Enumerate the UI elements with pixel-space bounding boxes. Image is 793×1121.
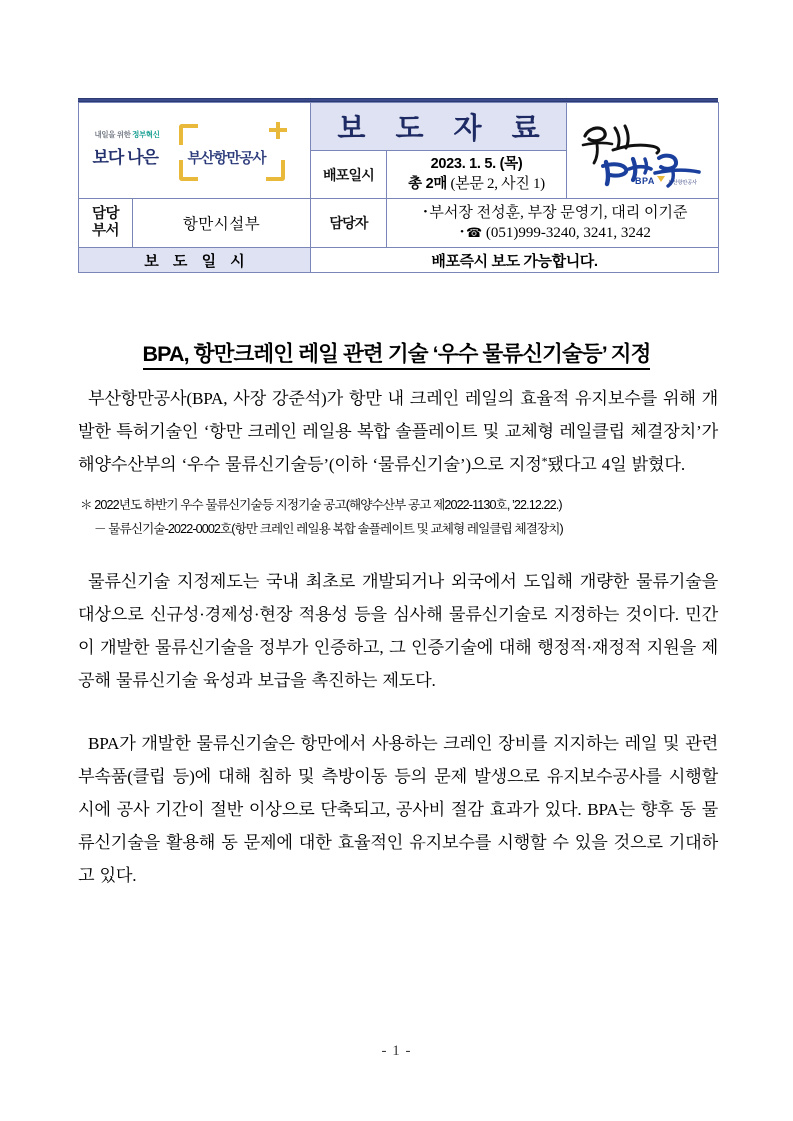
paragraph-1-part-b: 됐다고 4일 밝혔다. [547, 455, 685, 474]
busan-port-calligraphy-logo [573, 114, 713, 188]
calligraphy-svg [573, 114, 713, 188]
distribution-pages-count: 총 2매 [408, 176, 448, 192]
release-time-label: 보 도 일 시 [79, 248, 311, 273]
department-name: 항만시설부 [133, 199, 311, 248]
plus-icon-horizontal [269, 128, 287, 132]
distribution-pages [387, 174, 566, 194]
distribution-value-cell [387, 151, 567, 199]
bullet-icon-2: • [460, 226, 464, 238]
busan-port-slogan-logo-cell [567, 103, 719, 199]
page-number: - 1 - [381, 1043, 412, 1059]
contact-details-cell [387, 199, 719, 248]
table-row-release-time [79, 248, 719, 273]
table-row-department [79, 199, 719, 248]
contact-people-line [393, 203, 718, 223]
bullet-icon: • [423, 206, 428, 218]
contact-phone: (051)999-3240, 3241, 3242 [485, 225, 651, 241]
spacer-2 [78, 541, 718, 565]
department-label [79, 199, 133, 248]
logo-org-name: 부산항만공사 [187, 150, 266, 167]
logo-tagline [95, 129, 160, 140]
contact-people: 부서장 전성훈, 부장 문영기, 대리 이기준 [429, 205, 688, 221]
page-title-text: BPA, 항만크레인 레일 관련 기술 ‘우수 물류신기술등’ 지정 [143, 342, 651, 370]
spacer-1 [78, 481, 718, 493]
spacer-3 [78, 697, 718, 727]
paragraph-1-part-a: 부산항만공사(BPA, 사장 강준석)가 항만 내 크레인 레일의 효율적 유지보수를 위해 개발한 특허기술인 ‘항만 크레인 레일용 복합 솔플레이트 및 교체형 레일클립 체결장치’가 해양수산부의 ‘우수 물류신기술등’(이하 ‘물류신기술’)으로 지정 [78, 389, 718, 474]
bracket-bottom-right-icon [266, 160, 285, 181]
bpa-mark-text: BPA [634, 175, 655, 186]
logo-tagline-gray: 내일을 위한 [94, 129, 133, 139]
bracket-top-left-icon [179, 124, 198, 145]
page-title [0, 337, 793, 368]
paragraph-1 [78, 382, 718, 481]
distribution-label: 배포일시 [311, 151, 387, 199]
department-label-line2: 부서 [91, 223, 119, 239]
contact-label: 담당자 [311, 199, 387, 248]
logo-main-text: 보다 나은 [92, 147, 158, 167]
footnote-2: － 물류신기술-2022-0002호(항만 크레인 레일용 복합 솔플레이트 및 교체형 레일클립 체결장치) [94, 522, 563, 536]
contact-phone-line [393, 223, 718, 243]
logo-tagline-teal: 정부혁신 [132, 129, 160, 139]
press-release-header-table [78, 98, 718, 273]
document-type-title: 보 도 자 료 [311, 103, 567, 151]
footnote-1: ＊ 2022년도 하반기 우수 물류신기술등 지정기술 공고(해양수산부 공고 제2022-1130호, ’22.12.22.) [80, 498, 562, 512]
footnote-marker: * [541, 454, 548, 468]
bpa-logo [91, 120, 299, 182]
department-label-line1: 담당 [91, 206, 119, 222]
bpa-triangle-icon [657, 176, 665, 182]
paragraph-2: 물류신기술 지정제도는 국내 최초로 개발되거나 외국에서 도입해 개량한 물류기술을 대상으로 신규성·경제성·현장 적용성 등을 심사해 물류신기술로 지정하는 것이다. 민간이 개발한 물류신기술을 정부가 인증하고, 그 인증기술에 대해 행정적·재정적 지원을 제공해 물류신기술 육성과 보급을 촉진하는 제도다. [78, 572, 718, 690]
distribution-pages-detail: (본문 2, 사진 1) [450, 176, 545, 192]
document-body [78, 382, 718, 892]
bpa-logo-cell [79, 103, 311, 199]
distribution-date: 2023. 1. 5. (목) [430, 156, 523, 172]
bpa-org-mark-text: 부산항만공사 [667, 179, 697, 186]
table-row-title [79, 103, 719, 151]
telephone-icon: ☎ [465, 226, 483, 241]
paragraph-3: BPA가 개발한 물류신기술은 항만에서 사용하는 크레인 장비를 지지하는 레일 및 관련 부속품(클립 등)에 대해 침하 및 측방이동 등의 문제 발생으로 유지보수공사를 시행할 시에 공사 기간이 절반 이상으로 단축되고, 공사비 절감 효과가 있다. BPA는 향후 동 물류신기술을 활용해 동 문제에 대한 효율적인 유지보수를 시행할 수 있을 것으로 기대하고 있다. [78, 734, 718, 885]
release-time-value: 배포즉시 보도 가능합니다. [311, 248, 719, 273]
